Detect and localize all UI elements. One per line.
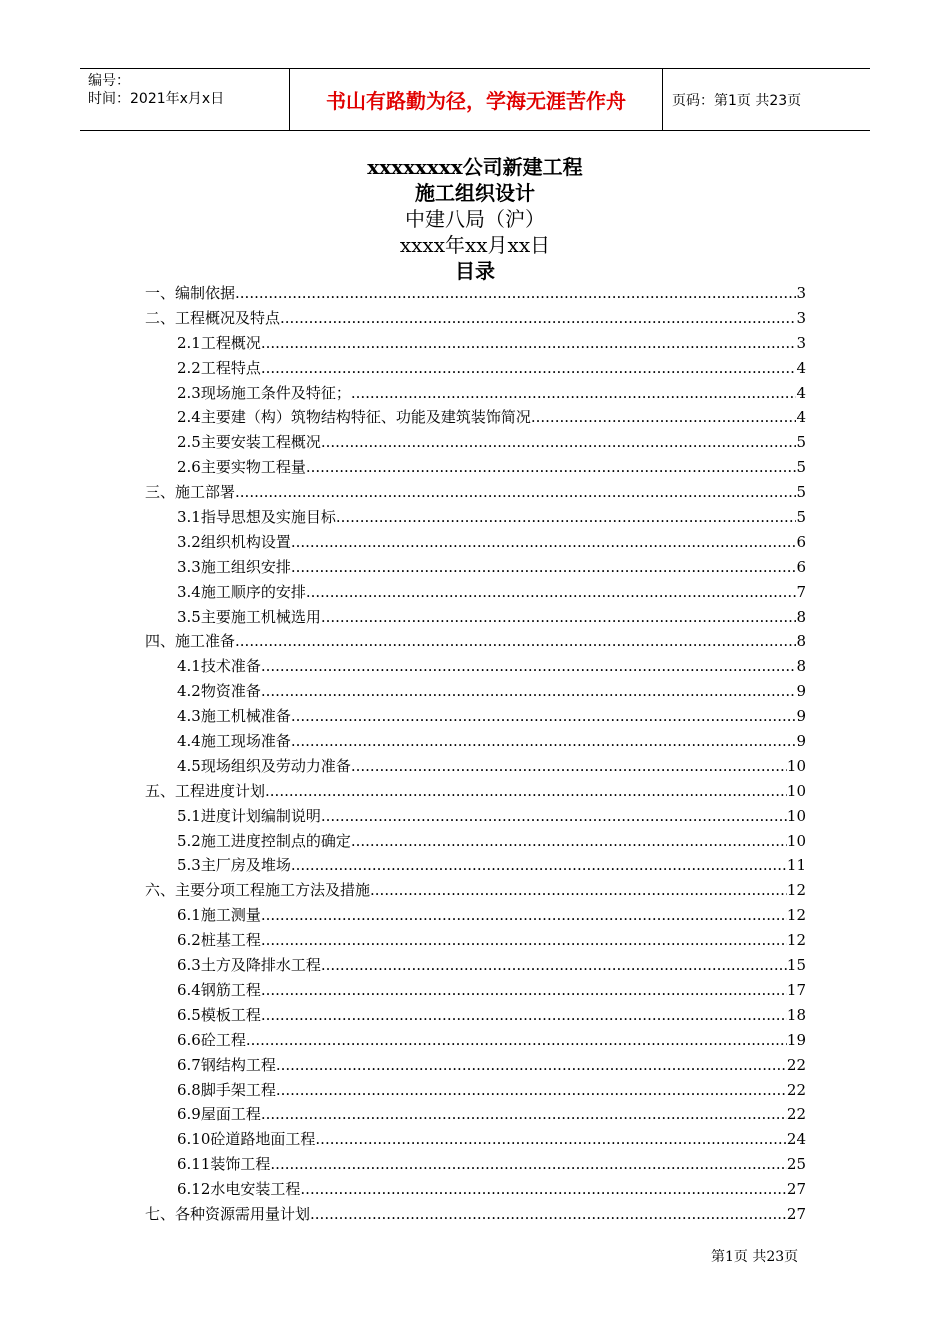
toc-entry-label: 2.3现场施工条件及特征； xyxy=(177,383,351,402)
toc-entry[interactable] xyxy=(145,381,806,406)
toc-entry-page: 9 xyxy=(796,682,806,701)
toc-entry[interactable] xyxy=(145,1177,806,1202)
toc-entry[interactable] xyxy=(145,953,806,978)
toc-leader-dots xyxy=(265,779,787,804)
toc-entry-label: 5.2施工进度控制点的确定 xyxy=(177,831,351,850)
date-label: 时间：2021年x月x日 xyxy=(88,91,225,107)
toc-leader-dots xyxy=(310,1202,787,1227)
toc-entry-label: 四、施工准备 xyxy=(145,632,236,651)
toc-entry-label: 6.5模板工程 xyxy=(177,1005,261,1024)
toc-entry[interactable] xyxy=(145,1127,806,1152)
toc-leader-dots xyxy=(336,505,797,530)
toc-entry-label: 5.3主厂房及堆场 xyxy=(177,856,291,875)
document-title: 施工组织设计 xyxy=(415,181,535,205)
toc-entry-label: 4.3施工机械准备 xyxy=(177,707,291,726)
toc-entry-page: 4 xyxy=(796,383,806,402)
toc-entry-label: 3.1指导思想及实施目标 xyxy=(177,508,336,527)
toc-entry-page: 15 xyxy=(786,956,806,975)
toc-entry-page: 4 xyxy=(796,358,806,377)
toc-entry[interactable] xyxy=(145,829,806,854)
toc-entry[interactable] xyxy=(145,605,806,630)
toc-entry[interactable] xyxy=(145,629,806,654)
toc-entry-label: 6.2桩基工程 xyxy=(177,931,261,950)
toc-entry-label: 2.5主要安装工程概况 xyxy=(177,433,321,452)
toc-entry-label: 5.1进度计划编制说明 xyxy=(177,806,321,825)
toc-entry-page: 19 xyxy=(786,1030,806,1049)
toc-entry[interactable] xyxy=(145,1078,806,1103)
toc-entry-page: 3 xyxy=(796,284,806,302)
toc-entry-page: 5 xyxy=(796,433,806,452)
toc-entry-page: 22 xyxy=(786,1080,806,1099)
toc-leader-dots xyxy=(370,878,787,903)
toc-entry-label: 4.4施工现场准备 xyxy=(177,732,291,751)
toc-entry[interactable] xyxy=(145,928,806,953)
toc-entry-page: 3 xyxy=(796,333,806,352)
toc-entry-page: 17 xyxy=(786,980,806,999)
toc-entry-page: 24 xyxy=(786,1130,806,1149)
toc-leader-dots xyxy=(321,605,797,630)
toc-entry[interactable] xyxy=(145,679,806,704)
toc-leader-dots xyxy=(291,853,787,878)
toc-leader-dots xyxy=(291,729,797,754)
toc-entry[interactable] xyxy=(145,853,806,878)
toc-leader-dots xyxy=(531,405,797,430)
toc-leader-dots xyxy=(291,555,797,580)
toc-entry[interactable] xyxy=(145,878,806,903)
toc-entry-page: 8 xyxy=(796,657,806,676)
toc-leader-dots xyxy=(261,928,787,953)
toc-entry[interactable] xyxy=(145,331,806,356)
toc-entry-page: 5 xyxy=(796,508,806,527)
toc-entry-label: 三、施工部署 xyxy=(145,483,236,502)
header-page-label: 页码：第1页 共23页 xyxy=(672,92,802,109)
toc-entry[interactable] xyxy=(145,729,806,754)
toc-entry[interactable] xyxy=(145,978,806,1003)
toc-leader-dots xyxy=(235,480,796,505)
toc-leader-dots xyxy=(235,629,796,654)
toc-entry-label: 4.2物资准备 xyxy=(177,682,261,701)
toc-entry-page: 8 xyxy=(796,632,806,651)
toc-entry[interactable] xyxy=(145,1102,806,1127)
table-of-contents xyxy=(145,281,806,1227)
toc-leader-dots xyxy=(261,978,787,1003)
organization-name: 中建八局（沪） xyxy=(405,207,545,231)
toc-entry-label: 七、各种资源需用量计划 xyxy=(145,1204,311,1223)
toc-leader-dots xyxy=(306,455,797,480)
toc-entry[interactable] xyxy=(145,580,806,605)
toc-entry-page: 12 xyxy=(786,881,806,900)
toc-entry[interactable] xyxy=(145,356,806,381)
toc-leader-dots xyxy=(291,704,797,729)
toc-entry[interactable] xyxy=(145,1202,806,1227)
toc-leader-dots xyxy=(261,654,797,679)
header-left-cell xyxy=(80,69,290,130)
toc-leader-dots xyxy=(261,1102,787,1127)
toc-entry-page: 5 xyxy=(796,483,806,502)
toc-leader-dots xyxy=(235,281,796,306)
toc-entry[interactable] xyxy=(145,779,806,804)
toc-entry-page: 9 xyxy=(796,732,806,751)
toc-entry-label: 五、工程进度计划 xyxy=(145,781,266,800)
toc-entry[interactable] xyxy=(145,804,806,829)
toc-leader-dots xyxy=(351,754,787,779)
header-slogan: 书山有路勤为径，学海无涯苦作舟 xyxy=(290,69,663,130)
toc-entry-page: 11 xyxy=(786,856,806,875)
toc-entry-page: 18 xyxy=(786,1005,806,1024)
toc-entry-page: 27 xyxy=(786,1204,806,1223)
toc-entry-page: 9 xyxy=(796,707,806,726)
code-label: 编号： xyxy=(88,73,130,89)
toc-entry[interactable] xyxy=(145,1053,806,1078)
toc-entry-label: 六、主要分项工程施工方法及措施 xyxy=(145,881,371,900)
toc-entry-label: 2.4主要建（构）筑物结构特征、功能及建筑装饰简况 xyxy=(177,408,531,427)
toc-heading: 目录 xyxy=(455,259,495,283)
toc-entry-label: 3.4施工顺序的安排 xyxy=(177,582,306,601)
toc-entry-label: 6.7钢结构工程 xyxy=(177,1055,276,1074)
toc-leader-dots xyxy=(351,829,787,854)
toc-entry[interactable] xyxy=(145,1152,806,1177)
toc-leader-dots xyxy=(261,331,797,356)
toc-leader-dots xyxy=(261,1003,787,1028)
toc-entry-page: 6 xyxy=(796,532,806,551)
toc-entry-page: 7 xyxy=(796,582,806,601)
toc-entry[interactable] xyxy=(145,704,806,729)
toc-entry-label: 3.5主要施工机械选用 xyxy=(177,607,321,626)
toc-entry-page: 3 xyxy=(796,308,806,327)
toc-entry[interactable] xyxy=(145,306,806,331)
toc-entry[interactable] xyxy=(145,1028,806,1053)
toc-entry[interactable] xyxy=(145,480,806,505)
company-title: xxxxxxxx公司新建工程 xyxy=(367,155,583,179)
toc-entry-page: 27 xyxy=(786,1180,806,1199)
toc-leader-dots xyxy=(321,430,797,455)
toc-entry-label: 一、编制依据 xyxy=(145,284,236,302)
toc-entry-label: 3.2组织机构设置 xyxy=(177,532,291,551)
toc-entry-label: 6.3土方及降排水工程 xyxy=(177,956,321,975)
toc-entry-page: 22 xyxy=(786,1055,806,1074)
toc-entry[interactable] xyxy=(145,555,806,580)
toc-leader-dots xyxy=(276,1053,787,1078)
toc-leader-dots xyxy=(351,381,797,406)
toc-entry-label: 4.1技术准备 xyxy=(177,657,261,676)
toc-leader-dots xyxy=(321,953,787,978)
toc-entry[interactable] xyxy=(145,430,806,455)
toc-entry-page: 10 xyxy=(786,756,806,775)
toc-entry-label: 6.10砼道路地面工程 xyxy=(177,1130,316,1149)
toc-leader-dots xyxy=(306,580,797,605)
toc-entry-page: 8 xyxy=(796,607,806,626)
toc-entry[interactable] xyxy=(145,281,806,306)
toc-entry[interactable] xyxy=(145,455,806,480)
toc-entry-label: 2.6主要实物工程量 xyxy=(177,458,306,477)
toc-entry-label: 3.3施工组织安排 xyxy=(177,557,291,576)
toc-entry[interactable] xyxy=(145,903,806,928)
toc-entry-page: 5 xyxy=(796,458,806,477)
toc-entry[interactable] xyxy=(145,405,806,430)
toc-leader-dots xyxy=(315,1127,787,1152)
toc-entry-page: 10 xyxy=(786,831,806,850)
toc-entry-page: 10 xyxy=(786,806,806,825)
toc-entry[interactable] xyxy=(145,754,806,779)
toc-entry-label: 2.2工程特点 xyxy=(177,358,261,377)
toc-entry-label: 6.8脚手架工程 xyxy=(177,1080,276,1099)
toc-entry-page: 12 xyxy=(786,906,806,925)
title-block xyxy=(0,154,950,284)
toc-entry[interactable] xyxy=(145,1003,806,1028)
toc-entry-label: 6.9屋面工程 xyxy=(177,1105,261,1124)
toc-leader-dots xyxy=(321,804,787,829)
toc-leader-dots xyxy=(246,1028,787,1053)
toc-entry-page: 6 xyxy=(796,557,806,576)
toc-leader-dots xyxy=(291,530,797,555)
page-header xyxy=(80,68,870,131)
toc-entry-page: 4 xyxy=(796,408,806,427)
toc-entry-label: 6.11装饰工程 xyxy=(177,1155,271,1174)
toc-leader-dots xyxy=(300,1177,787,1202)
toc-entry-label: 6.6砼工程 xyxy=(177,1030,246,1049)
toc-entry-page: 25 xyxy=(786,1155,806,1174)
toc-entry[interactable] xyxy=(145,505,806,530)
toc-entry-page: 22 xyxy=(786,1105,806,1124)
document-date: xxxx年xx月xx日 xyxy=(399,233,551,257)
toc-entry-label: 6.4钢筋工程 xyxy=(177,980,261,999)
toc-leader-dots xyxy=(261,903,787,928)
toc-entry-page: 12 xyxy=(786,931,806,950)
toc-entry-label: 二、工程概况及特点 xyxy=(145,308,281,327)
toc-entry-label: 2.1工程概况 xyxy=(177,333,261,352)
toc-entry-label: 4.5现场组织及劳动力准备 xyxy=(177,756,351,775)
toc-leader-dots xyxy=(261,356,797,381)
toc-entry[interactable] xyxy=(145,530,806,555)
toc-entry-label: 6.12水电安装工程 xyxy=(177,1180,301,1199)
toc-leader-dots xyxy=(261,679,797,704)
toc-leader-dots xyxy=(280,306,796,331)
toc-leader-dots xyxy=(276,1078,787,1103)
page-footer: 第1页 共23页 xyxy=(711,1249,799,1265)
toc-entry-label: 6.1施工测量 xyxy=(177,906,261,925)
toc-leader-dots xyxy=(270,1152,787,1177)
toc-entry-page: 10 xyxy=(786,781,806,800)
toc-entry[interactable] xyxy=(145,654,806,679)
